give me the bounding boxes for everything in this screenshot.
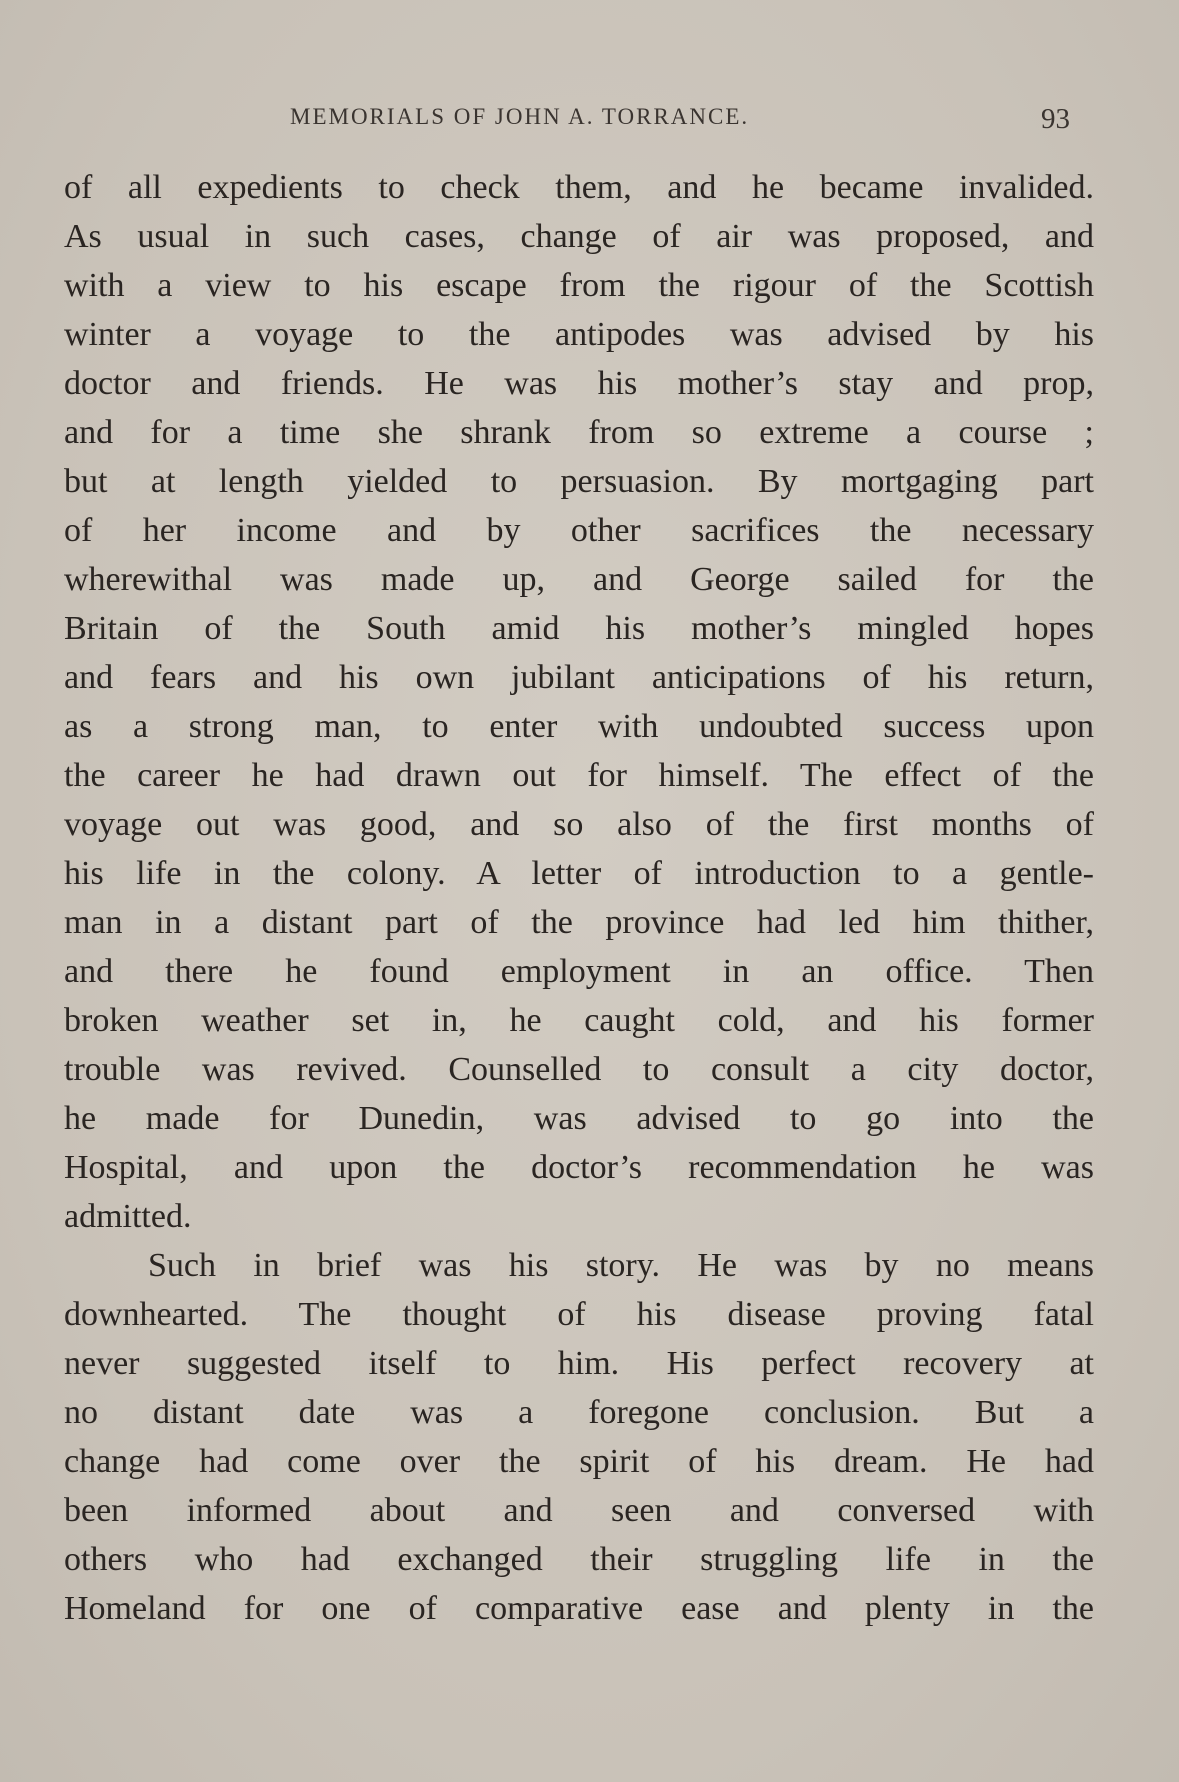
page-number: 93 bbox=[1041, 103, 1070, 135]
text-line-paragraph-start: Such in brief was his story. He was by no means bbox=[148, 1247, 1094, 1284]
text-line: of all expedients to check them, and he became invalided. bbox=[64, 169, 1094, 206]
text-line: and there he found employment in an office. Then bbox=[64, 953, 1094, 990]
text-line: As usual in such cases, change of air was proposed, and bbox=[64, 218, 1094, 255]
text-line: but at length yielded to persuasion. By mortgaging part bbox=[64, 463, 1094, 500]
text-line: doctor and friends. He was his mother’s stay and prop, bbox=[64, 365, 1094, 402]
text-line: been informed about and seen and conversed with bbox=[64, 1492, 1094, 1529]
text-line: winter a voyage to the antipodes was advised by his bbox=[64, 316, 1094, 353]
text-line: Britain of the South amid his mother’s mingled hopes bbox=[64, 610, 1094, 647]
text-line: he made for Dunedin, was advised to go into the bbox=[64, 1100, 1094, 1137]
text-line: the career he had drawn out for himself. The effect of the bbox=[64, 757, 1094, 794]
text-line: others who had exchanged their struggling life in the bbox=[64, 1541, 1094, 1578]
text-line: wherewithal was made up, and George sailed for the bbox=[64, 561, 1094, 598]
text-line: downhearted. The thought of his disease proving fatal bbox=[64, 1296, 1094, 1333]
text-line: and for a time she shrank from so extreme a course ; bbox=[64, 414, 1094, 451]
text-line: as a strong man, to enter with undoubted success upon bbox=[64, 708, 1094, 745]
text-line: trouble was revived. Counselled to consult a city doctor, bbox=[64, 1051, 1094, 1088]
body-text bbox=[64, 163, 1094, 1633]
text-line: his life in the colony. A letter of introduction to a gentle- bbox=[64, 855, 1094, 892]
text-line: man in a distant part of the province had led him thither, bbox=[64, 904, 1094, 941]
text-line: change had come over the spirit of his dream. He had bbox=[64, 1443, 1094, 1480]
text-line: never suggested itself to him. His perfect recovery at bbox=[64, 1345, 1094, 1382]
text-line: Hospital, and upon the doctor’s recommendation he was bbox=[64, 1149, 1094, 1186]
text-line: Homeland for one of comparative ease and plenty in the bbox=[64, 1590, 1094, 1627]
text-line: of her income and by other sacrifices the necessary bbox=[64, 512, 1094, 549]
text-line: broken weather set in, he caught cold, and his former bbox=[64, 1002, 1094, 1039]
text-line: voyage out was good, and so also of the first months of bbox=[64, 806, 1094, 843]
text-line: no distant date was a foregone conclusion. But a bbox=[64, 1394, 1094, 1431]
text-line-paragraph-end: admitted. bbox=[64, 1198, 192, 1235]
text-line: and fears and his own jubilant anticipations of his return, bbox=[64, 659, 1094, 696]
running-head: MEMORIALS OF JOHN A. TORRANCE. bbox=[290, 104, 750, 129]
text-line: with a view to his escape from the rigour of the Scottish bbox=[64, 267, 1094, 304]
